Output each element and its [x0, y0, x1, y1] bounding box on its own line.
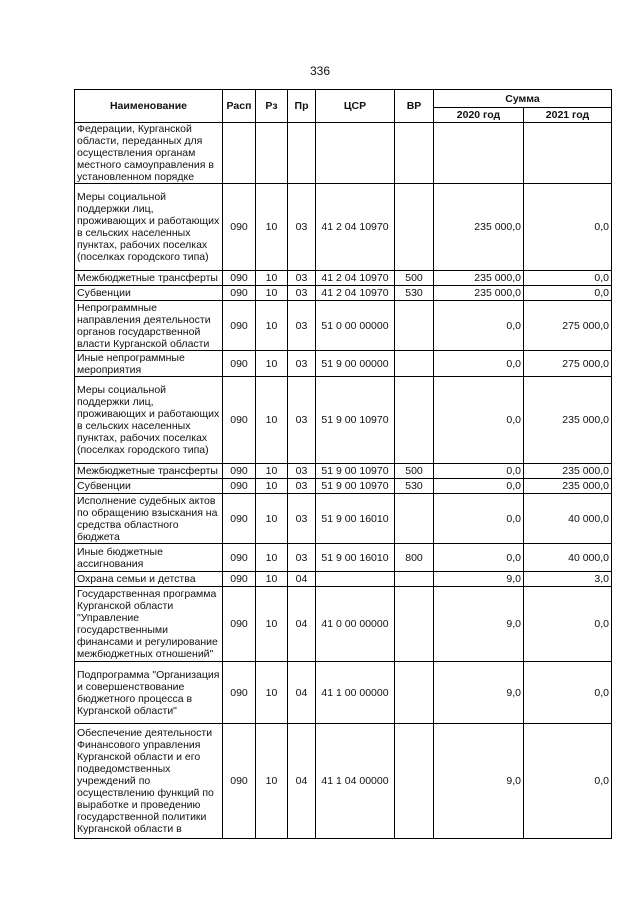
table-row: [75, 184, 612, 271]
table-row: [75, 572, 612, 587]
row-rasp: 090: [223, 351, 256, 377]
row-name: Подпрограмма "Организация и совершенствование бюджетного процесса в Курганской области": [75, 662, 223, 724]
row-name: Исполнение судебных актов по обращению взыскания на средства областного бюджета: [75, 494, 223, 544]
row-name: Федерации, Курганской области, переданных для осуществления органам местного самоуправления в установленном порядке: [75, 123, 223, 184]
row-rz: [256, 123, 288, 184]
row-rz: 10: [256, 479, 288, 494]
row-pr: 03: [288, 479, 316, 494]
row-rasp: 090: [223, 271, 256, 286]
row-sum-2020: 9,0: [434, 724, 524, 839]
header-year-2021: 2021 год: [524, 108, 612, 123]
row-vr: [395, 301, 434, 351]
table-row: [75, 351, 612, 377]
row-vr: 500: [395, 271, 434, 286]
row-name: Субвенции: [75, 286, 223, 301]
row-name: Меры социальной поддержки лиц, проживающих и работающих в сельских населенных пунктах, рабочих поселках (поселках городского типа): [75, 184, 223, 271]
row-rasp: 090: [223, 544, 256, 572]
row-rasp: 090: [223, 724, 256, 839]
row-vr: 530: [395, 479, 434, 494]
row-vr: 530: [395, 286, 434, 301]
row-sum-2021: 40 000,0: [524, 544, 612, 572]
row-vr: [395, 587, 434, 662]
row-pr: 04: [288, 724, 316, 839]
row-rasp: 090: [223, 464, 256, 479]
row-name: Меры социальной поддержки лиц, проживающих и работающих в сельских населенных пунктах, рабочих поселках (поселках городского типа): [75, 377, 223, 464]
row-sum-2020: 0,0: [434, 377, 524, 464]
row-pr: 03: [288, 464, 316, 479]
row-rz: 10: [256, 184, 288, 271]
row-rz: 10: [256, 351, 288, 377]
row-vr: [395, 662, 434, 724]
row-sum-2021: 275 000,0: [524, 351, 612, 377]
row-sum-2020: 0,0: [434, 301, 524, 351]
header-year-2020: 2020 год: [434, 108, 524, 123]
row-sum-2020: 235 000,0: [434, 286, 524, 301]
row-csr: 51 9 00 00000: [316, 351, 395, 377]
row-vr: [395, 184, 434, 271]
row-rz: 10: [256, 301, 288, 351]
row-rasp: 090: [223, 301, 256, 351]
row-csr: 51 9 00 16010: [316, 494, 395, 544]
row-csr: 51 9 00 16010: [316, 544, 395, 572]
row-rz: 10: [256, 271, 288, 286]
row-name: Межбюджетные трансферты: [75, 271, 223, 286]
row-sum-2021: 0,0: [524, 587, 612, 662]
row-rasp: 090: [223, 494, 256, 544]
row-sum-2020: 235 000,0: [434, 184, 524, 271]
row-pr: 03: [288, 271, 316, 286]
row-name: Иные бюджетные ассигнования: [75, 544, 223, 572]
row-vr: [395, 572, 434, 587]
row-sum-2021: 0,0: [524, 184, 612, 271]
header-name: Наименование: [75, 90, 223, 123]
row-rasp: 090: [223, 662, 256, 724]
row-sum-2020: 9,0: [434, 572, 524, 587]
row-rz: 10: [256, 544, 288, 572]
row-sum-2021: 40 000,0: [524, 494, 612, 544]
row-pr: 03: [288, 494, 316, 544]
row-pr: 03: [288, 351, 316, 377]
row-vr: [395, 351, 434, 377]
row-rz: 10: [256, 286, 288, 301]
row-vr: 800: [395, 544, 434, 572]
row-csr: 41 0 00 00000: [316, 587, 395, 662]
row-name: Обеспечение деятельности Финансового управления Курганской области и его подведомственных учреждений по осуществлению функций по выработке и проведению государственной политики Курганской области в: [75, 724, 223, 839]
row-name: Иные непрограммные мероприятия: [75, 351, 223, 377]
row-rasp: 090: [223, 377, 256, 464]
row-sum-2020: [434, 123, 524, 184]
row-csr: [316, 572, 395, 587]
table-row: [75, 123, 612, 184]
row-name: Государственная программа Курганской области "Управление государственными финансами и регулирование межбюджетных отношений": [75, 587, 223, 662]
row-name: Непрограммные направления деятельности органов государственной власти Курганской области: [75, 301, 223, 351]
row-pr: 03: [288, 544, 316, 572]
row-csr: [316, 123, 395, 184]
row-sum-2020: 0,0: [434, 351, 524, 377]
row-sum-2020: 0,0: [434, 479, 524, 494]
table-row: [75, 464, 612, 479]
row-pr: 03: [288, 286, 316, 301]
row-sum-2020: 235 000,0: [434, 271, 524, 286]
row-pr: 04: [288, 572, 316, 587]
budget-table: [74, 89, 612, 839]
row-sum-2021: 0,0: [524, 662, 612, 724]
row-sum-2021: [524, 123, 612, 184]
table-row: [75, 662, 612, 724]
row-rz: 10: [256, 587, 288, 662]
row-sum-2020: 9,0: [434, 587, 524, 662]
row-csr: 41 1 00 00000: [316, 662, 395, 724]
row-sum-2021: 235 000,0: [524, 479, 612, 494]
table-row: [75, 544, 612, 572]
row-sum-2020: 0,0: [434, 494, 524, 544]
header-csr: ЦСР: [316, 90, 395, 123]
row-sum-2021: 0,0: [524, 286, 612, 301]
row-vr: [395, 724, 434, 839]
row-rasp: 090: [223, 479, 256, 494]
row-sum-2020: 0,0: [434, 464, 524, 479]
header-vr: ВР: [395, 90, 434, 123]
header-rz: Рз: [256, 90, 288, 123]
table-row: [75, 377, 612, 464]
row-sum-2021: 0,0: [524, 271, 612, 286]
table-row: [75, 301, 612, 351]
row-csr: 41 2 04 10970: [316, 184, 395, 271]
row-csr: 41 2 04 10970: [316, 271, 395, 286]
row-rz: 10: [256, 494, 288, 544]
table-row: [75, 479, 612, 494]
row-sum-2021: 235 000,0: [524, 377, 612, 464]
row-vr: [395, 123, 434, 184]
row-sum-2021: 0,0: [524, 724, 612, 839]
page-number: 336: [309, 64, 331, 78]
header-rasp: Расп: [223, 90, 256, 123]
row-rasp: 090: [223, 184, 256, 271]
row-pr: 04: [288, 662, 316, 724]
row-pr: 04: [288, 587, 316, 662]
row-csr: 41 2 04 10970: [316, 286, 395, 301]
row-rz: 10: [256, 724, 288, 839]
row-rz: 10: [256, 662, 288, 724]
row-pr: 03: [288, 301, 316, 351]
header-sum: Сумма: [434, 90, 612, 108]
row-rasp: 090: [223, 587, 256, 662]
row-rz: 10: [256, 572, 288, 587]
row-sum-2021: 235 000,0: [524, 464, 612, 479]
row-pr: [288, 123, 316, 184]
table-row: [75, 494, 612, 544]
row-name: Субвенции: [75, 479, 223, 494]
table-row: [75, 724, 612, 839]
row-sum-2020: 0,0: [434, 544, 524, 572]
row-vr: [395, 494, 434, 544]
table-row: [75, 271, 612, 286]
row-rasp: 090: [223, 572, 256, 587]
row-rasp: [223, 123, 256, 184]
row-name: Межбюджетные трансферты: [75, 464, 223, 479]
row-csr: 41 1 04 00000: [316, 724, 395, 839]
row-rz: 10: [256, 464, 288, 479]
row-csr: 51 9 00 10970: [316, 479, 395, 494]
row-rz: 10: [256, 377, 288, 464]
row-sum-2020: 9,0: [434, 662, 524, 724]
row-vr: 500: [395, 464, 434, 479]
table-row: [75, 286, 612, 301]
header-pr: Пр: [288, 90, 316, 123]
table-row: [75, 587, 612, 662]
row-csr: 51 9 00 10970: [316, 377, 395, 464]
row-pr: 03: [288, 377, 316, 464]
row-rasp: 090: [223, 286, 256, 301]
row-vr: [395, 377, 434, 464]
row-csr: 51 9 00 10970: [316, 464, 395, 479]
row-sum-2021: 275 000,0: [524, 301, 612, 351]
row-sum-2021: 3,0: [524, 572, 612, 587]
row-pr: 03: [288, 184, 316, 271]
row-csr: 51 0 00 00000: [316, 301, 395, 351]
row-name: Охрана семьи и детства: [75, 572, 223, 587]
